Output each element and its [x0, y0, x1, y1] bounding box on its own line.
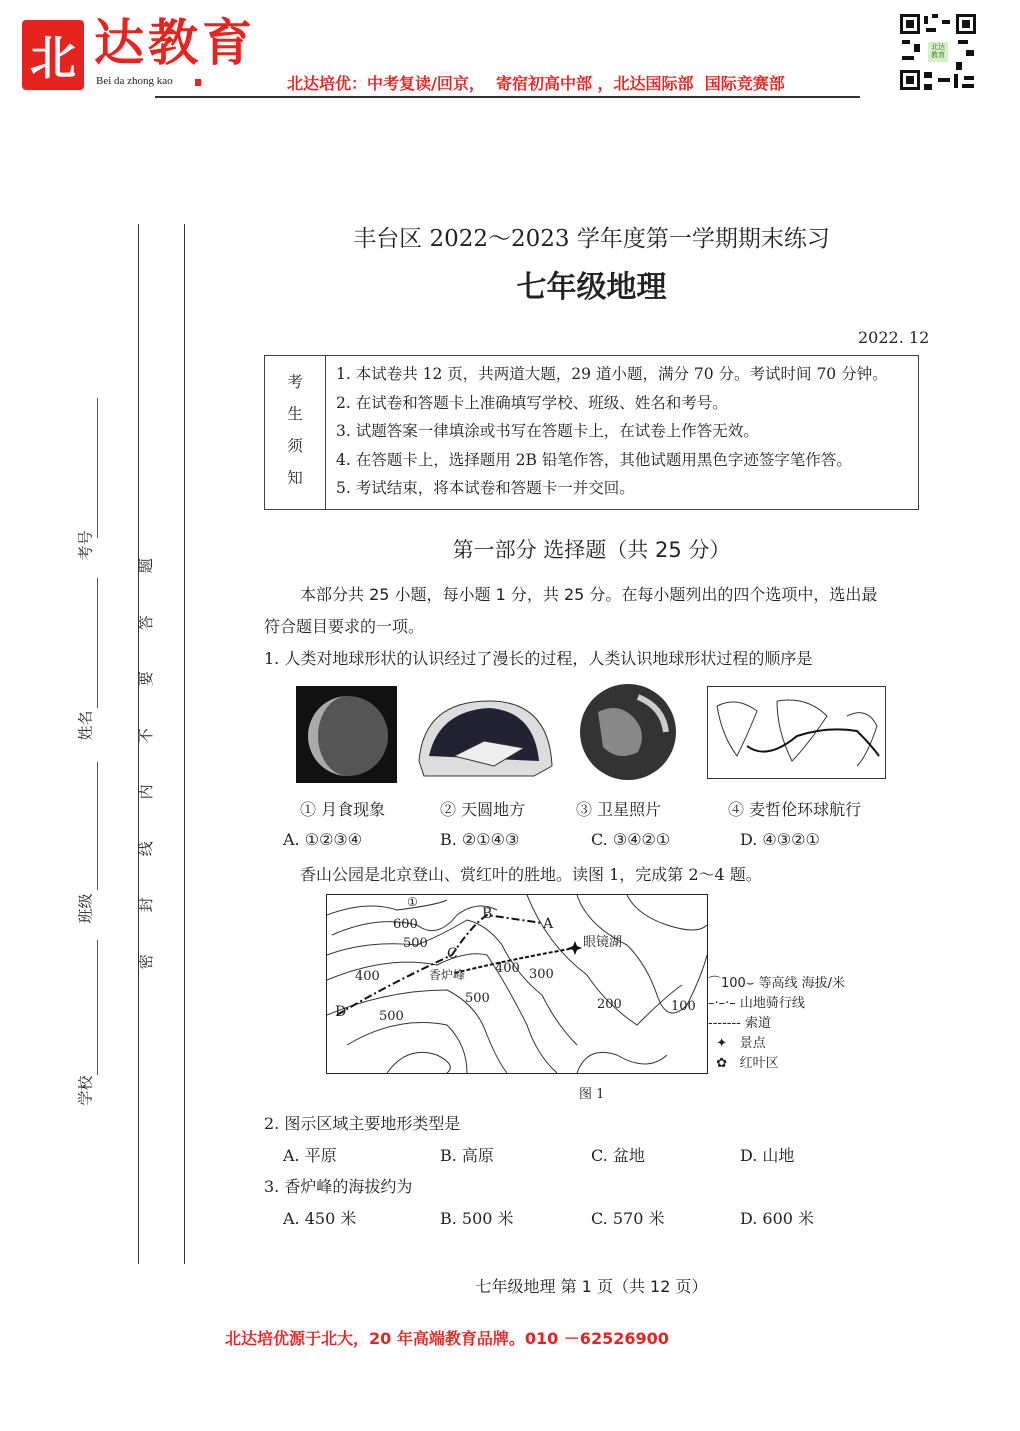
- contour-label: 400: [495, 961, 520, 976]
- option-c: C. 570 米: [591, 1209, 665, 1228]
- label-name: 姓名: [76, 710, 95, 741]
- notice-list: 1. 本试卷共 12 页，共两道大题，29 道小题，满分 70 分。考试时间 70 分钟。 2. 在试卷和答题卡上准确填写学校、班级、姓名和考号。 3. 试题答案一律填涂或书写在答题卡上，在试卷上作答无效。 4. 在答题卡上，选择题用 2B 铅笔作答，其他试题用黑色字迹签字笔作答。 5. 考试结束，将本试卷和答题卡一并交回。: [326, 356, 919, 510]
- question-1-stem: 1. 人类对地球形状的认识经过了漫长的过程，人类认识地球形状过程的顺序是: [264, 649, 813, 668]
- fill-line: [97, 762, 98, 890]
- contour-label: 100: [671, 999, 696, 1014]
- page-footer: 七年级地理 第 1 页（共 12 页）: [475, 1277, 708, 1296]
- option-b: B. ②①④③: [440, 830, 520, 849]
- label-exam-number: 考号: [76, 530, 95, 561]
- binding-line: [138, 224, 139, 1264]
- fill-line: [97, 398, 98, 538]
- lunar-eclipse-image: [296, 686, 397, 783]
- option-c: C. 盆地: [591, 1146, 645, 1165]
- contour-label: 300: [529, 967, 554, 982]
- qr-center-label: 北达教育: [931, 43, 945, 59]
- option-d: D. 600 米: [740, 1209, 815, 1228]
- contour-label: 500: [403, 936, 428, 951]
- option-b: B. 高原: [440, 1146, 494, 1165]
- section-intro: 本部分共 25 小题，每小题 1 分，共 25 分。在每小题列出的四个选项中，选出最: [300, 585, 878, 604]
- contour-lines: [327, 895, 707, 1073]
- header-banner: 北达培优：中考复读/回京， 寄宿初高中部 ，北达国际部 国际竞赛部: [287, 74, 785, 93]
- logo-mark: 北: [22, 20, 84, 90]
- point-c: C: [447, 946, 458, 962]
- option-a: A. 450 米: [283, 1209, 357, 1228]
- point-b: B: [482, 906, 493, 922]
- question-2-stem: 2. 图示区域主要地形类型是: [264, 1114, 461, 1133]
- exam-date: 2022. 12: [858, 328, 930, 347]
- contour-label: 600: [393, 917, 418, 932]
- section-title: 第一部分 选择题（共 25 分）: [452, 538, 731, 562]
- legend-cable: ------- 索道: [708, 1016, 771, 1031]
- logo-subtitle: Bei da zhong kao: [96, 75, 173, 87]
- legend-trail: –·–·– 山地骑行线: [708, 996, 805, 1011]
- section-intro: 符合题目要求的一项。: [264, 617, 425, 636]
- binding-line: [184, 224, 185, 1264]
- magellan-voyage-map: [707, 686, 886, 779]
- spot-icon: ✦: [716, 1036, 728, 1051]
- option-d: D. 山地: [740, 1146, 795, 1165]
- notice-box: [264, 355, 919, 510]
- option-d: D. ④③②①: [740, 830, 820, 849]
- contour-label: 200: [597, 997, 622, 1012]
- lake-label: 眼镜湖: [583, 935, 623, 950]
- question-3-stem: 3. 香炉峰的海拔约为: [264, 1177, 413, 1196]
- option-b: B. 500 米: [440, 1209, 514, 1228]
- logo-text: 达教育: [94, 13, 256, 72]
- footer-ad: 北达培优源于北大，20 年高端教育品牌。010 －62526900: [225, 1329, 669, 1348]
- subject-title: 七年级地理: [516, 270, 667, 305]
- notice-heading: 考 生 须 知: [265, 356, 326, 510]
- contour-label: 500: [465, 991, 490, 1006]
- figure-caption: 图 1: [579, 1087, 605, 1102]
- peak-label: 香炉峰: [429, 968, 466, 982]
- option-a: A. 平原: [283, 1146, 337, 1165]
- satellite-earth-image: [578, 682, 678, 782]
- fill-line: [97, 940, 98, 1075]
- legend-contour: ⌒100⌣ 等高线 海拔/米: [708, 976, 846, 991]
- map-legend: [708, 974, 845, 1074]
- point-d: D: [335, 1004, 347, 1020]
- round-sky-square-earth-image: [414, 686, 554, 786]
- label-class: 班级: [76, 893, 95, 924]
- legend-leaf: ✿ 红叶区: [716, 1056, 779, 1071]
- image-caption: ② 天圆地方: [440, 800, 526, 819]
- image-caption: ④ 麦哲伦环球航行: [728, 800, 862, 819]
- contour-label: 500: [379, 1009, 404, 1024]
- fill-line: [97, 578, 98, 708]
- contour-map: [326, 894, 708, 1074]
- option-c: C. ③④②①: [591, 830, 671, 849]
- option-a: A. ①②③④: [283, 830, 363, 849]
- label-school: 学校: [76, 1075, 95, 1106]
- seal-line-text: 题 答 要 不 内 线 封 密: [136, 558, 155, 969]
- leaf-icon: ✿: [716, 1056, 728, 1071]
- leaf-area-1: ①: [407, 895, 418, 909]
- image-caption: ③ 卫星照片: [576, 800, 662, 819]
- image-caption: ① 月食现象: [300, 800, 386, 819]
- exam-title: 丰台区 2022～2023 学年度第一学期期末练习: [353, 226, 830, 252]
- header-rule: [155, 96, 860, 98]
- contour-label: 400: [355, 969, 380, 984]
- point-a: A: [543, 916, 554, 932]
- passage-text: 香山公园是北京登山、赏红叶的胜地。读图 1，完成第 2～4 题。: [300, 865, 762, 884]
- logo-square: [195, 79, 201, 86]
- legend-spot: ✦ 景点: [716, 1036, 766, 1051]
